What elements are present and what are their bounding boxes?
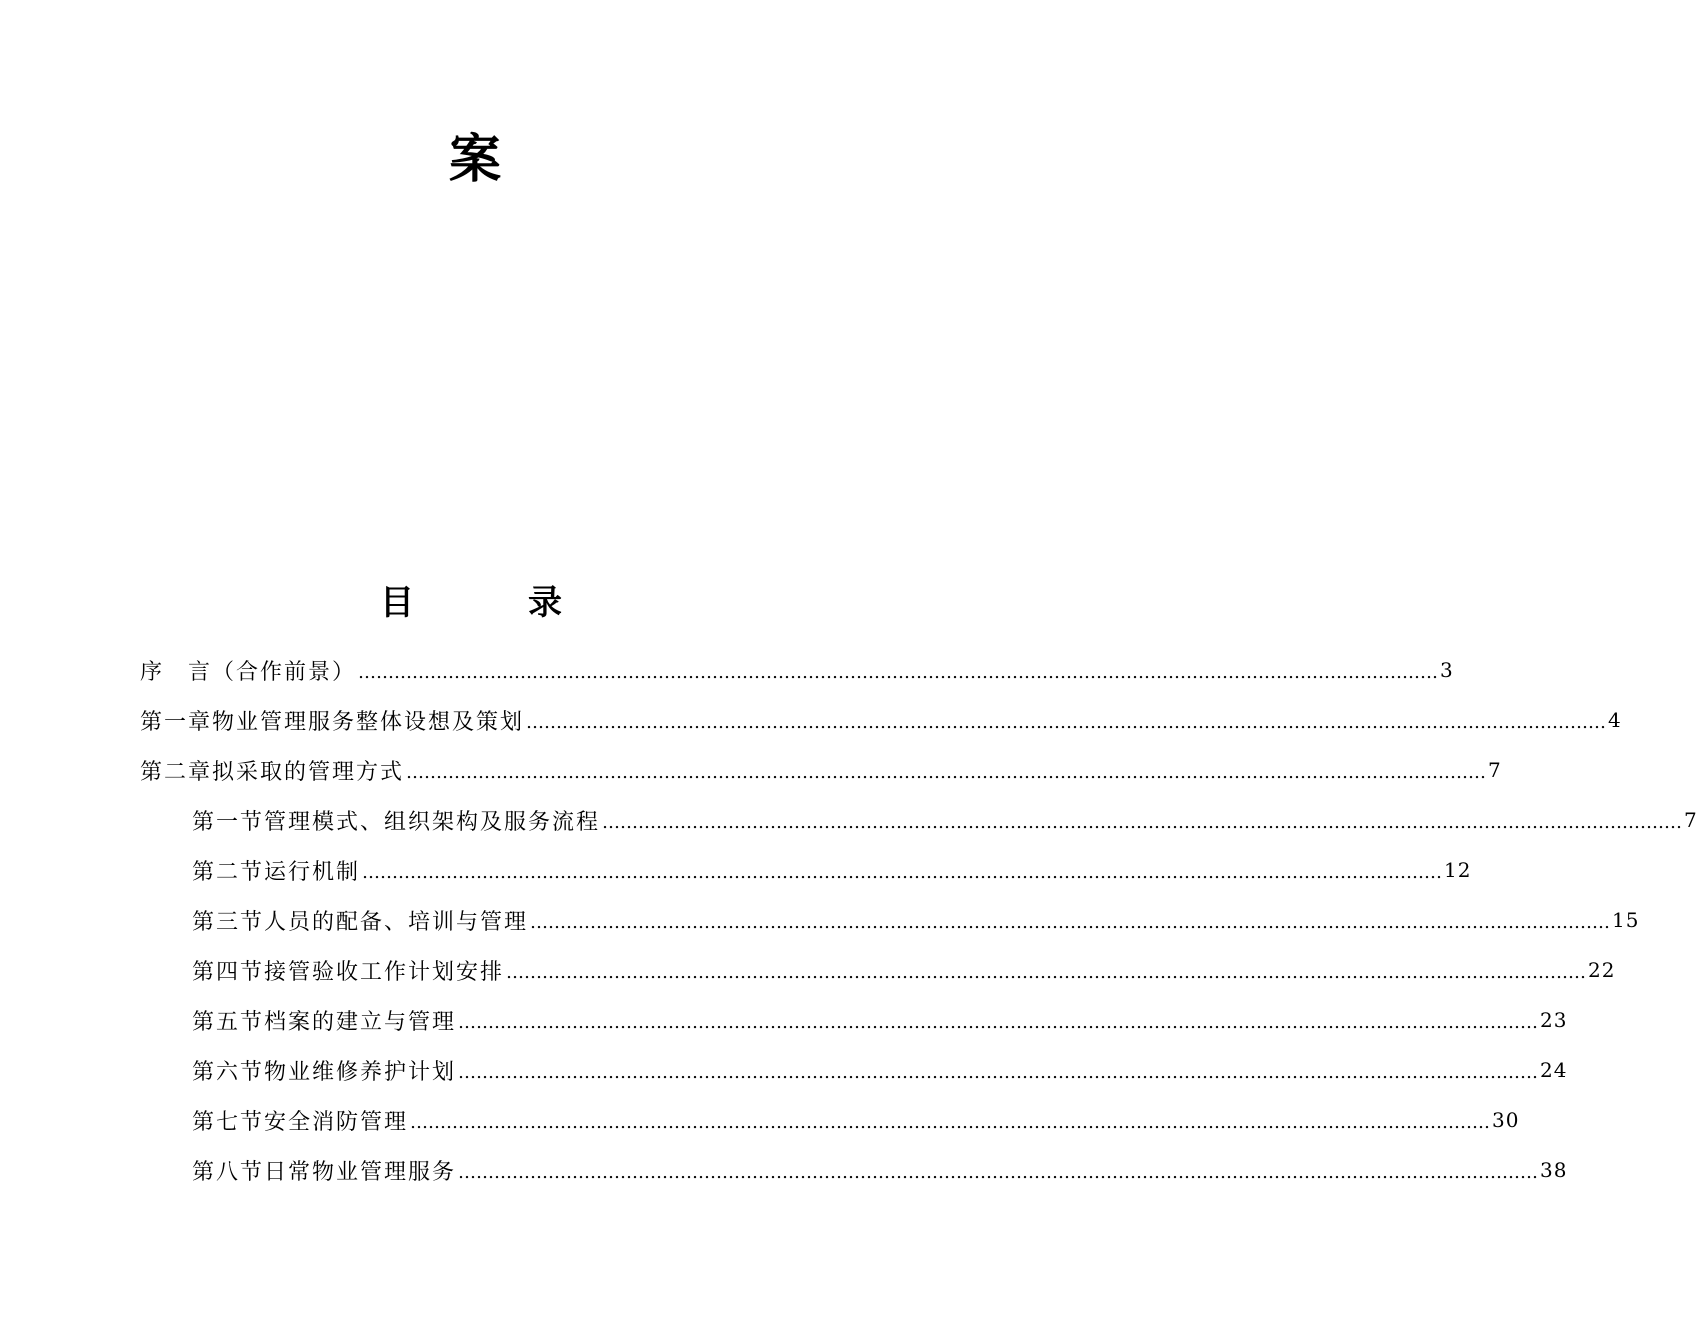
toc-entry-title: 拟采取的管理方式	[212, 759, 405, 785]
toc-entry-page: 7	[1684, 808, 1698, 832]
toc-entry-page: 3	[1440, 658, 1454, 682]
toc-entry-title: 接管验收工作计划安排	[264, 959, 505, 985]
toc-entry-number: 第二节	[192, 859, 265, 885]
toc-entry-section-1[interactable]	[192, 800, 1698, 840]
toc-entry-title: 安全消防管理	[264, 1109, 409, 1135]
toc-entry-page: 30	[1492, 1108, 1520, 1132]
toc-entry-chapter-1[interactable]	[140, 700, 1622, 740]
toc-entry-section-8[interactable]	[192, 1150, 1568, 1190]
toc-entry-number: 第三节	[192, 909, 265, 935]
toc-dot-leader: ………………………………………………………………………………………………………………………………………………………………	[602, 811, 1683, 833]
toc-dot-leader: ………………………………………………………………………………………………………………………………………………………………	[458, 1161, 1539, 1183]
toc-entry-chapter-2[interactable]	[140, 750, 1502, 790]
toc-entry-page: 22	[1588, 958, 1616, 982]
toc-entry-number: 第二章	[140, 759, 213, 785]
toc-entry-number: 第一节	[192, 809, 265, 835]
toc-entry-number: 第五节	[192, 1009, 265, 1035]
toc-entry-section-2[interactable]	[192, 850, 1472, 890]
toc-entry-page: 7	[1488, 758, 1502, 782]
toc-entry-page: 4	[1608, 708, 1622, 732]
toc-entry-section-5[interactable]	[192, 1000, 1568, 1040]
toc-dot-leader: ………………………………………………………………………………………………………………………………………………………………	[506, 961, 1587, 983]
toc-dot-leader: ………………………………………………………………………………………………………………………………………………………………	[458, 1061, 1539, 1083]
toc-heading-char-1: 目	[380, 583, 414, 623]
toc-entry-number: 序 言	[140, 659, 213, 685]
toc-entry-number: 第八节	[192, 1159, 265, 1185]
toc-entry-title: 日常物业管理服务	[264, 1159, 457, 1185]
toc-entry-page: 15	[1612, 908, 1640, 932]
toc-entry-section-4[interactable]	[192, 950, 1616, 990]
toc-entry-page: 12	[1444, 858, 1472, 882]
toc-entry-title: 人员的配备、培训与管理	[264, 909, 529, 935]
toc-entry-title: （合作前景）	[212, 659, 357, 685]
cover-title-fragment: 案	[448, 129, 501, 190]
toc-entry-title: 物业管理服务整体设想及策划	[212, 709, 525, 735]
toc-dot-leader: ………………………………………………………………………………………………………………………………………………………………	[530, 911, 1611, 933]
toc-dot-leader: ………………………………………………………………………………………………………………………………………………………………	[362, 861, 1443, 883]
toc-entry-number: 第四节	[192, 959, 265, 985]
toc-entry-number: 第一章	[140, 709, 213, 735]
toc-entry-title: 档案的建立与管理	[264, 1009, 457, 1035]
toc-dot-leader: ………………………………………………………………………………………………………………………………………………………………	[526, 711, 1607, 733]
toc-entry-number: 第七节	[192, 1109, 265, 1135]
toc-entry-page: 23	[1540, 1008, 1568, 1032]
toc-entry-title: 物业维修养护计划	[264, 1059, 457, 1085]
toc-dot-leader: ………………………………………………………………………………………………………………………………………………………………	[458, 1011, 1539, 1033]
toc-dot-leader: ………………………………………………………………………………………………………………………………………………………………	[410, 1111, 1491, 1133]
toc-entry-preface[interactable]	[140, 650, 1454, 690]
toc-heading-char-2: 录	[528, 583, 562, 623]
toc-entry-section-7[interactable]	[192, 1100, 1520, 1140]
toc-entry-number: 第六节	[192, 1059, 265, 1085]
toc-entry-title: 运行机制	[264, 859, 361, 885]
toc-heading	[380, 578, 580, 628]
toc-entry-section-6[interactable]	[192, 1050, 1568, 1090]
toc-entry-page: 38	[1540, 1158, 1568, 1182]
toc-dot-leader: ………………………………………………………………………………………………………………………………………………………………	[406, 761, 1487, 783]
toc-entry-page: 24	[1540, 1058, 1568, 1082]
toc-entry-title: 管理模式、组织架构及服务流程	[264, 809, 601, 835]
toc-dot-leader: ………………………………………………………………………………………………………………………………………………………………	[358, 661, 1439, 683]
toc-entry-section-3[interactable]	[192, 900, 1640, 940]
